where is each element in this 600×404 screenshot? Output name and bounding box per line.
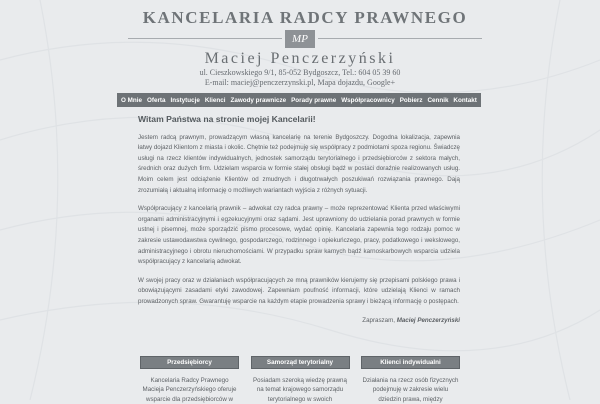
- column-text-samorzad: Posiadam szeroką wiedzę prawną na temat krajowego samorządu terytorialnego w swoich: [253, 377, 347, 403]
- column-title-klienci-indywidualni[interactable]: Klienci indywidualni: [361, 356, 460, 369]
- main-content: [138, 114, 460, 326]
- header-divider-right: [318, 38, 482, 39]
- main-navigation: [117, 93, 481, 107]
- address-line: ul. Cieszkowskiego 9/1, 85-052 Bydgoszcz, Tel.: 604 05 39 60: [199, 68, 401, 77]
- column-text-przedsiebiorcy: Kancelaria Radcy Prawnego Macieja Penczerzyńskiego oferuje wsparcie dla przedsiębiorców w: [142, 377, 237, 403]
- column-text-klienci-indywidualni: Działania na rzecz osób fizycznych podejmuję w zakresie wielu dziedzin prawa, między: [362, 377, 459, 403]
- services-paragraph: Współpracujący z kancelarią prawnik – adwokat czy radca prawny – może reprezentować Klienta przed właściwymi organami administracyjnymi i egzekucyjnymi oraz sądami. Jest uprawniony do udzielania porad prawnych w formie ustnej i pisemnej, może sporządzić pismo procesowe, wydać opinię. Kancelaria zapewnia tego rodzaju pomoc w zakresie ustawodawstwa cywilnego, gospodarczego, rodzinnego i opiekuńczego, pracy, podatkowego i wekslowego, administracyjnego i obrotu nieruchomościami. W przypadku spraw karnych bądź karnoskarbowych wsparcia udziela współpracujący z kancelarią adwokat.: [138, 205, 460, 266]
- contact-line[interactable]: E-mail: maciej@penczerzynski.pl, Mapa dojazdu, Google+: [204, 78, 396, 87]
- nav-item-kontakt[interactable]: Kontakt: [453, 96, 477, 104]
- signature-prefix: Zapraszam,: [362, 316, 395, 324]
- site-header: [0, 0, 600, 92]
- nav-item-wspolpracownicy[interactable]: Współpracownicy: [341, 96, 395, 104]
- column-title-przedsiebiorcy[interactable]: Przedsiębiorcy: [140, 356, 239, 369]
- nav-item-zawody-prawnicze[interactable]: Zawody prawnicze: [230, 96, 287, 104]
- nav-item-porady-prawne[interactable]: Porady prawne: [291, 96, 337, 104]
- client-columns: [140, 356, 460, 403]
- nav-item-oferta[interactable]: Oferta: [146, 96, 166, 104]
- ethics-paragraph: W swojej pracy oraz w działaniach współpracujących ze mną prawników kierujemy się przepisami polskiego prawa i obowiązującymi zasadami etyki zawodowej. Zapewniam poufność informacji, które udzielają Klienci w ramach prowadzonych spraw. Gwarantuję wsparcie na każdym etapie prowadzenia sprawy i bieżącą informację o postępach.: [138, 276, 460, 305]
- column-przedsiebiorcy: [140, 356, 239, 403]
- column-klienci-indywidualni: [361, 356, 460, 403]
- intro-paragraph: Jestem radcą prawnym, prowadzącym własną kancelarię na terenie Bydgoszczy. Dogodna lokalizacja, zapewnia łatwy dojazd Klientom z miasta i okolic. Chętnie też podejmuję się współpracy z podmiotami spoza regionu. Świadczę usługi na rzecz klientów indywidualnych, jednostek samorządu terytorialnego i przedsiębiorców z sektora małych, średnich oraz dużych firm. Udzielam wsparcia w formie stałej obsługi bądź w postaci doraźnie realizowanych usług. Moim celem jest odciążenie Klientów od zmudnych i długotrwałych poszukiwań rozwiązania prawnego. Dają zrozumiałą i aktualną informację o możliwych wariantach wyjścia z różnych sytuacji.: [138, 133, 460, 194]
- column-samorzad: [251, 356, 350, 403]
- signature-name: Maciej Penczerzyński: [396, 316, 460, 324]
- nav-item-cennik[interactable]: Cennik: [427, 96, 449, 104]
- person-name: Maciej Penczerzyński: [204, 50, 396, 67]
- nav-item-klienci[interactable]: Klienci: [204, 96, 226, 104]
- nav-item-pobierz[interactable]: Pobierz: [399, 96, 423, 104]
- monogram-logo: MP: [285, 30, 315, 48]
- column-title-samorzad[interactable]: Samorząd terytorialny: [251, 356, 350, 369]
- signature: [138, 316, 460, 327]
- contact-info: [180, 68, 420, 88]
- nav-item-o-mnie[interactable]: O Mnie: [121, 96, 142, 104]
- header-divider-left: [128, 38, 282, 39]
- firm-title: KANCELARIA RADCY PRAWNEGO: [142, 8, 468, 27]
- nav-item-instytucje[interactable]: Instytucje: [170, 96, 200, 104]
- page-title: Witam Państwa na stronie mojej Kancelarii!: [138, 114, 316, 124]
